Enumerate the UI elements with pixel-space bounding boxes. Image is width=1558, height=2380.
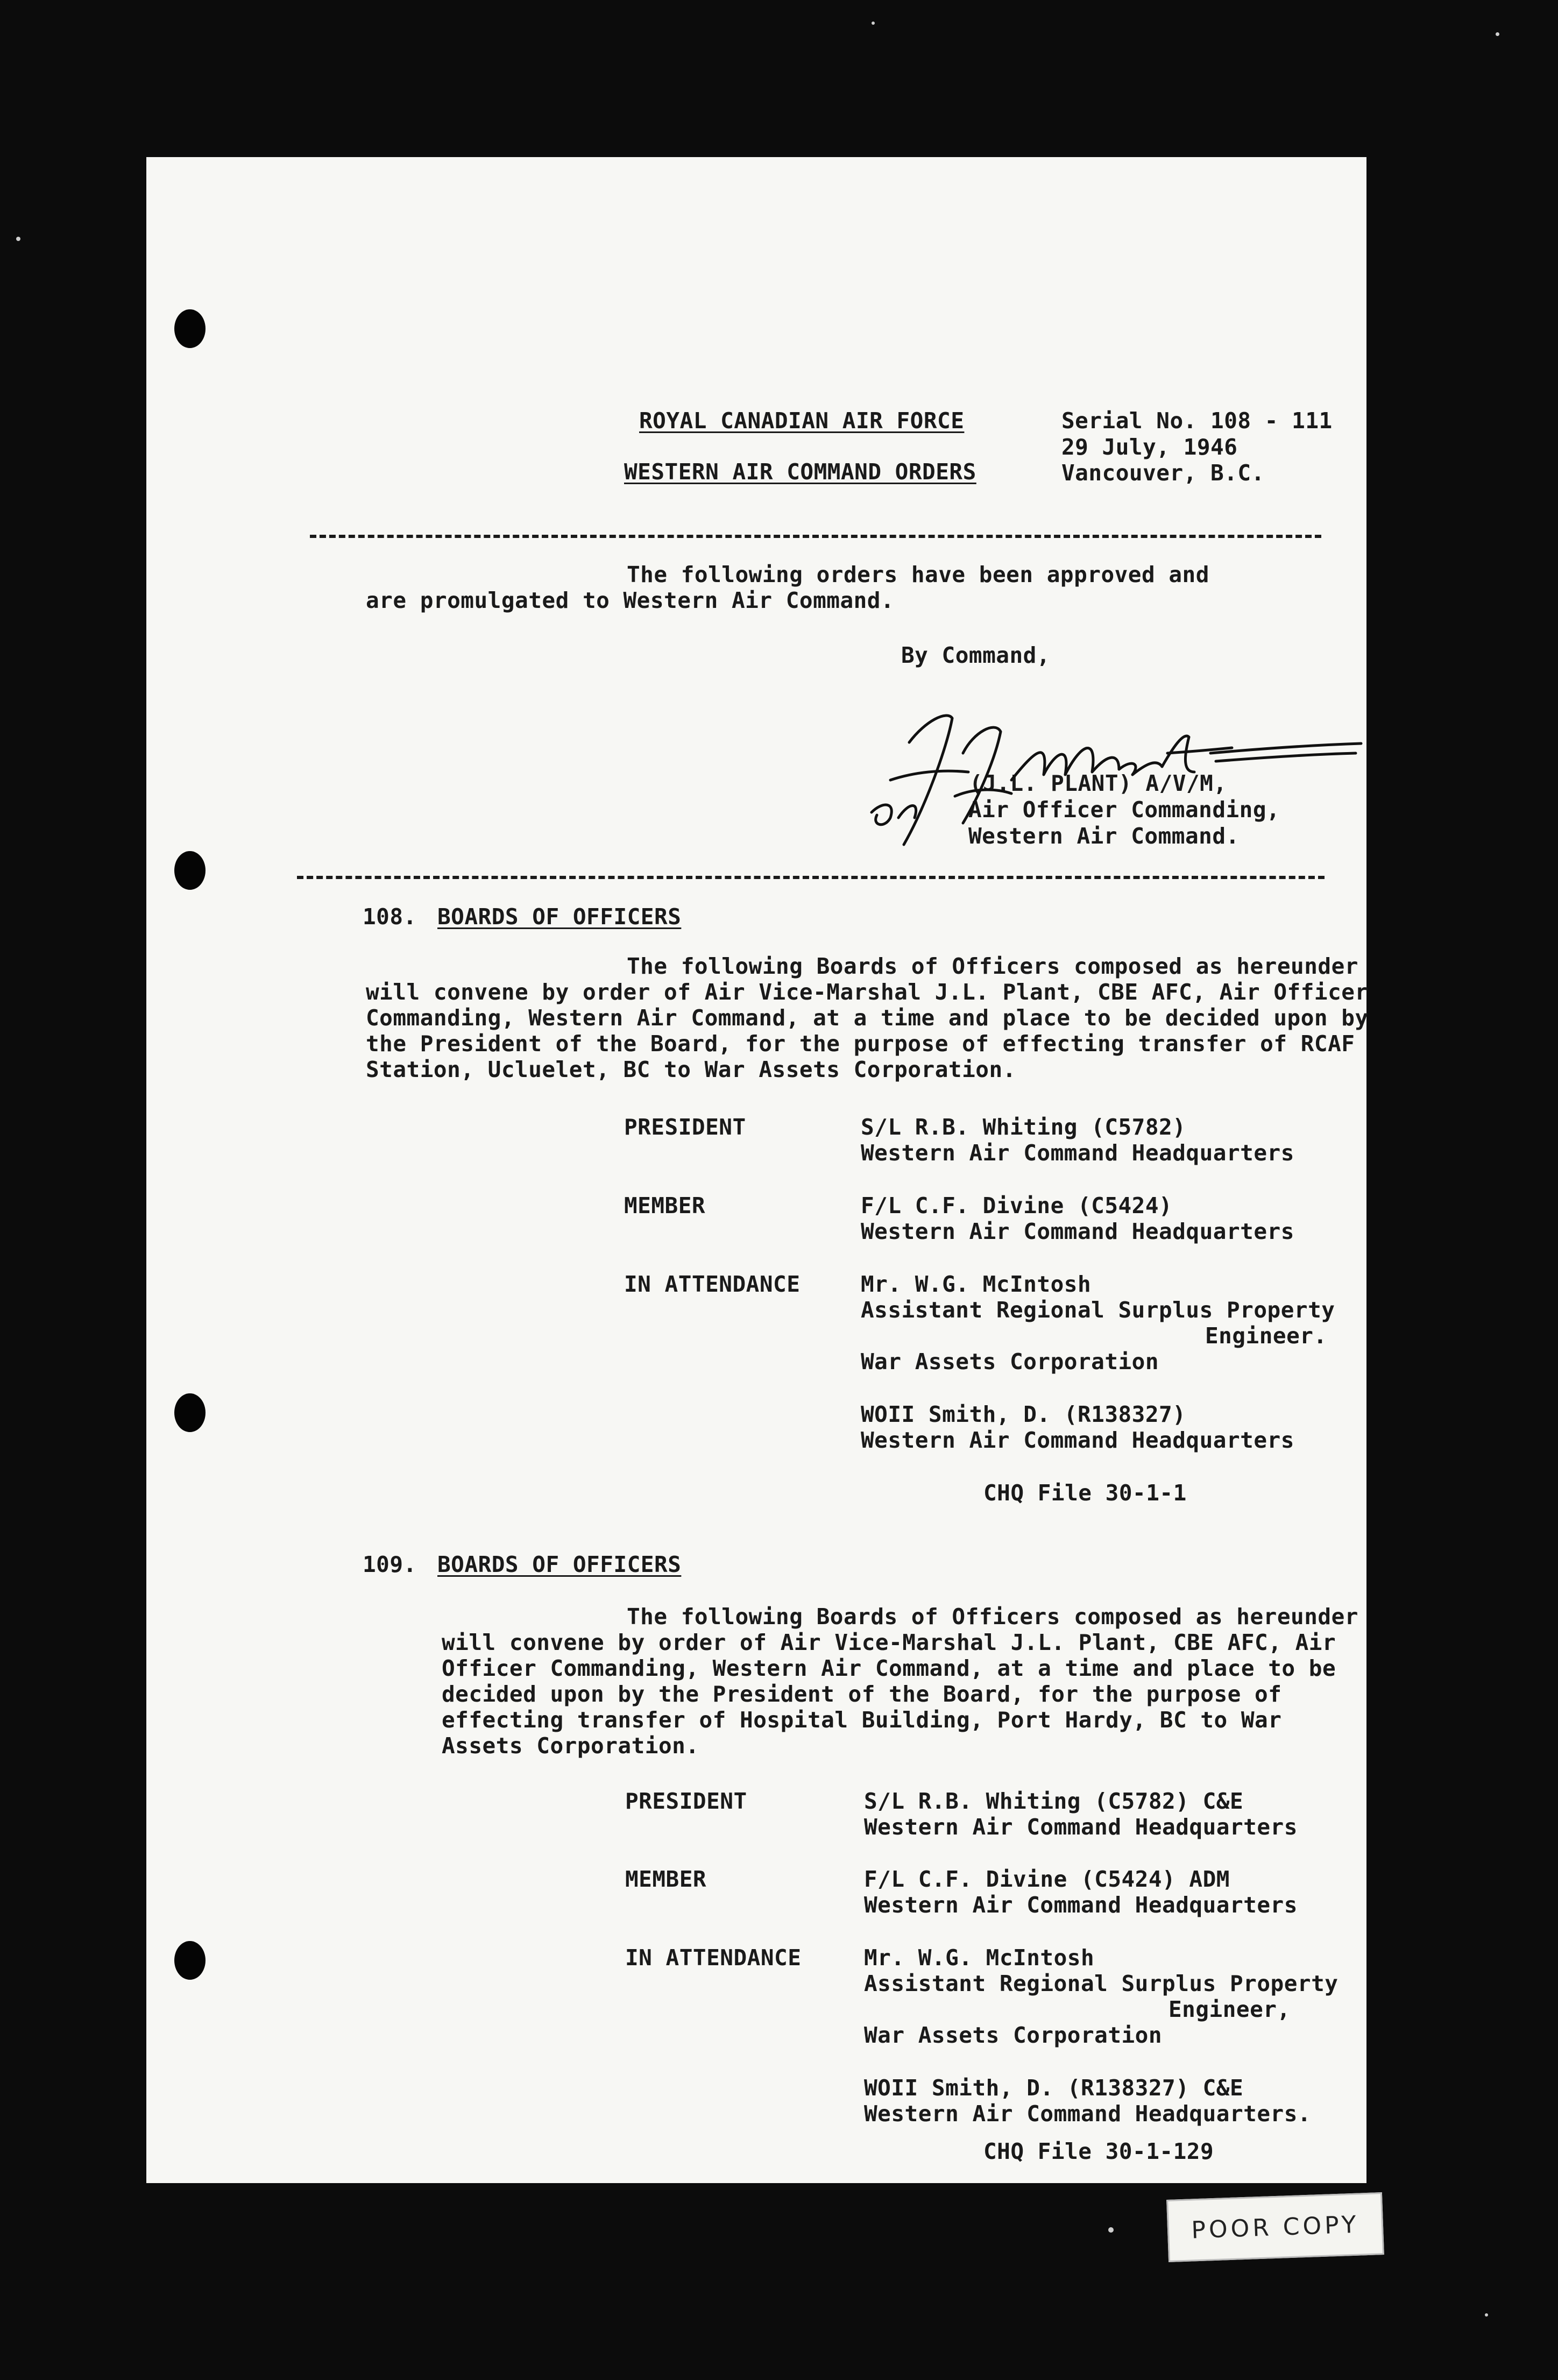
order-paragraph-line: Commanding, Western Air Command, at a time and place to be decided upon by (366, 1005, 1369, 1031)
order-number: 109. (363, 1552, 417, 1577)
order-paragraph-line: will convene by order of Air Vice-Marshal J.L. Plant, CBE AFC, Air Officer (366, 979, 1369, 1005)
member-unit: Western Air Command Headquarters (864, 1892, 1298, 1918)
order-title: BOARDS OF OFFICERS (437, 904, 682, 930)
signatory-title: Air Officer Commanding, (968, 797, 1280, 823)
attendance-label: IN ATTENDANCE (624, 1271, 801, 1297)
film-speck (16, 237, 20, 241)
punch-hole (174, 1393, 206, 1432)
president-name: S/L R.B. Whiting (C5782) (861, 1114, 1186, 1140)
film-speck (1485, 2313, 1488, 2317)
film-speck (1108, 2227, 1114, 2233)
dashed-divider (297, 876, 1325, 879)
attendee-org: War Assets Corporation (864, 2022, 1163, 2048)
attendee-unit: Western Air Command Headquarters (861, 1427, 1294, 1453)
org-heading: ROYAL CANADIAN AIR FORCE (639, 408, 965, 434)
attendee-org: War Assets Corporation (861, 1349, 1159, 1375)
film-speck (872, 22, 875, 25)
member-label: MEMBER (624, 1193, 706, 1219)
orders-heading: WESTERN AIR COMMAND ORDERS (624, 459, 976, 485)
order-title: BOARDS OF OFFICERS (437, 1552, 682, 1577)
poor-copy-stamp: POOR COPY (1166, 2192, 1384, 2262)
intro-line: The following orders have been approved and (627, 562, 1209, 587)
document-place: Vancouver, B.C. (1061, 460, 1265, 486)
member-name: F/L C.F. Divine (C5424) (861, 1193, 1173, 1219)
film-speck (1496, 32, 1499, 36)
order-paragraph-line: will convene by order of Air Vice-Marshal J.L. Plant, CBE AFC, Air (442, 1630, 1336, 1655)
order-paragraph-line: Station, Ucluelet, BC to War Assets Corporation. (366, 1057, 1016, 1082)
attendee-title: Assistant Regional Surplus Property (864, 1971, 1339, 1996)
attendee-title: Engineer. (1205, 1323, 1327, 1349)
serial-number: Serial No. 108 - 111 (1061, 408, 1333, 434)
attendee-title: Assistant Regional Surplus Property (861, 1297, 1335, 1323)
file-reference: CHQ File 30-1-1 (983, 1480, 1187, 1506)
attendee-name: Mr. W.G. McIntosh (861, 1271, 1092, 1297)
attendee-name: WOII Smith, D. (R138327) (861, 1401, 1186, 1427)
document-page (146, 157, 1369, 2183)
order-paragraph-line: decided upon by the President of the Board, for the purpose of (442, 1681, 1282, 1707)
attendee-name: WOII Smith, D. (R138327) C&E (864, 2075, 1244, 2101)
order-paragraph-line: effecting transfer of Hospital Building, Port Hardy, BC to War (442, 1707, 1282, 1733)
order-paragraph-line: Officer Commanding, Western Air Command, at a time and place to be (442, 1655, 1336, 1681)
attendee-name: Mr. W.G. McIntosh (864, 1945, 1095, 1971)
attendee-title: Engineer, (1168, 1996, 1291, 2022)
member-name: F/L C.F. Divine (C5424) ADM (864, 1866, 1230, 1892)
signatory-command: Western Air Command. (968, 823, 1240, 849)
intro-line: are promulgated to Western Air Command. (366, 587, 895, 613)
president-unit: Western Air Command Headquarters (861, 1140, 1294, 1166)
attendee-unit: Western Air Command Headquarters. (864, 2101, 1312, 2127)
order-paragraph-line: The following Boards of Officers composed as hereunder (627, 1604, 1358, 1630)
handwritten-signature (839, 672, 1366, 866)
order-paragraph-line: The following Boards of Officers composed as hereunder (627, 953, 1358, 979)
president-unit: Western Air Command Headquarters (864, 1814, 1298, 1840)
order-paragraph-line: Assets Corporation. (442, 1733, 699, 1759)
order-number: 108. (363, 904, 417, 930)
by-command: By Command, (901, 642, 1051, 668)
member-label: MEMBER (625, 1866, 707, 1892)
file-reference: CHQ File 30-1-129 (983, 2138, 1214, 2164)
punch-hole (174, 1941, 206, 1980)
president-name: S/L R.B. Whiting (C5782) C&E (864, 1788, 1244, 1814)
punch-hole (174, 851, 206, 890)
member-unit: Western Air Command Headquarters (861, 1219, 1294, 1244)
order-paragraph-line: the President of the Board, for the purpose of effecting transfer of RCAF (366, 1031, 1355, 1057)
dashed-divider (310, 535, 1321, 538)
attendance-label: IN ATTENDANCE (625, 1945, 802, 1971)
document-date: 29 July, 1946 (1061, 434, 1238, 460)
president-label: PRESIDENT (624, 1114, 746, 1140)
president-label: PRESIDENT (625, 1788, 747, 1814)
punch-hole (174, 309, 206, 348)
signatory-name: (J.L. PLANT) A/V/M, (969, 770, 1227, 796)
